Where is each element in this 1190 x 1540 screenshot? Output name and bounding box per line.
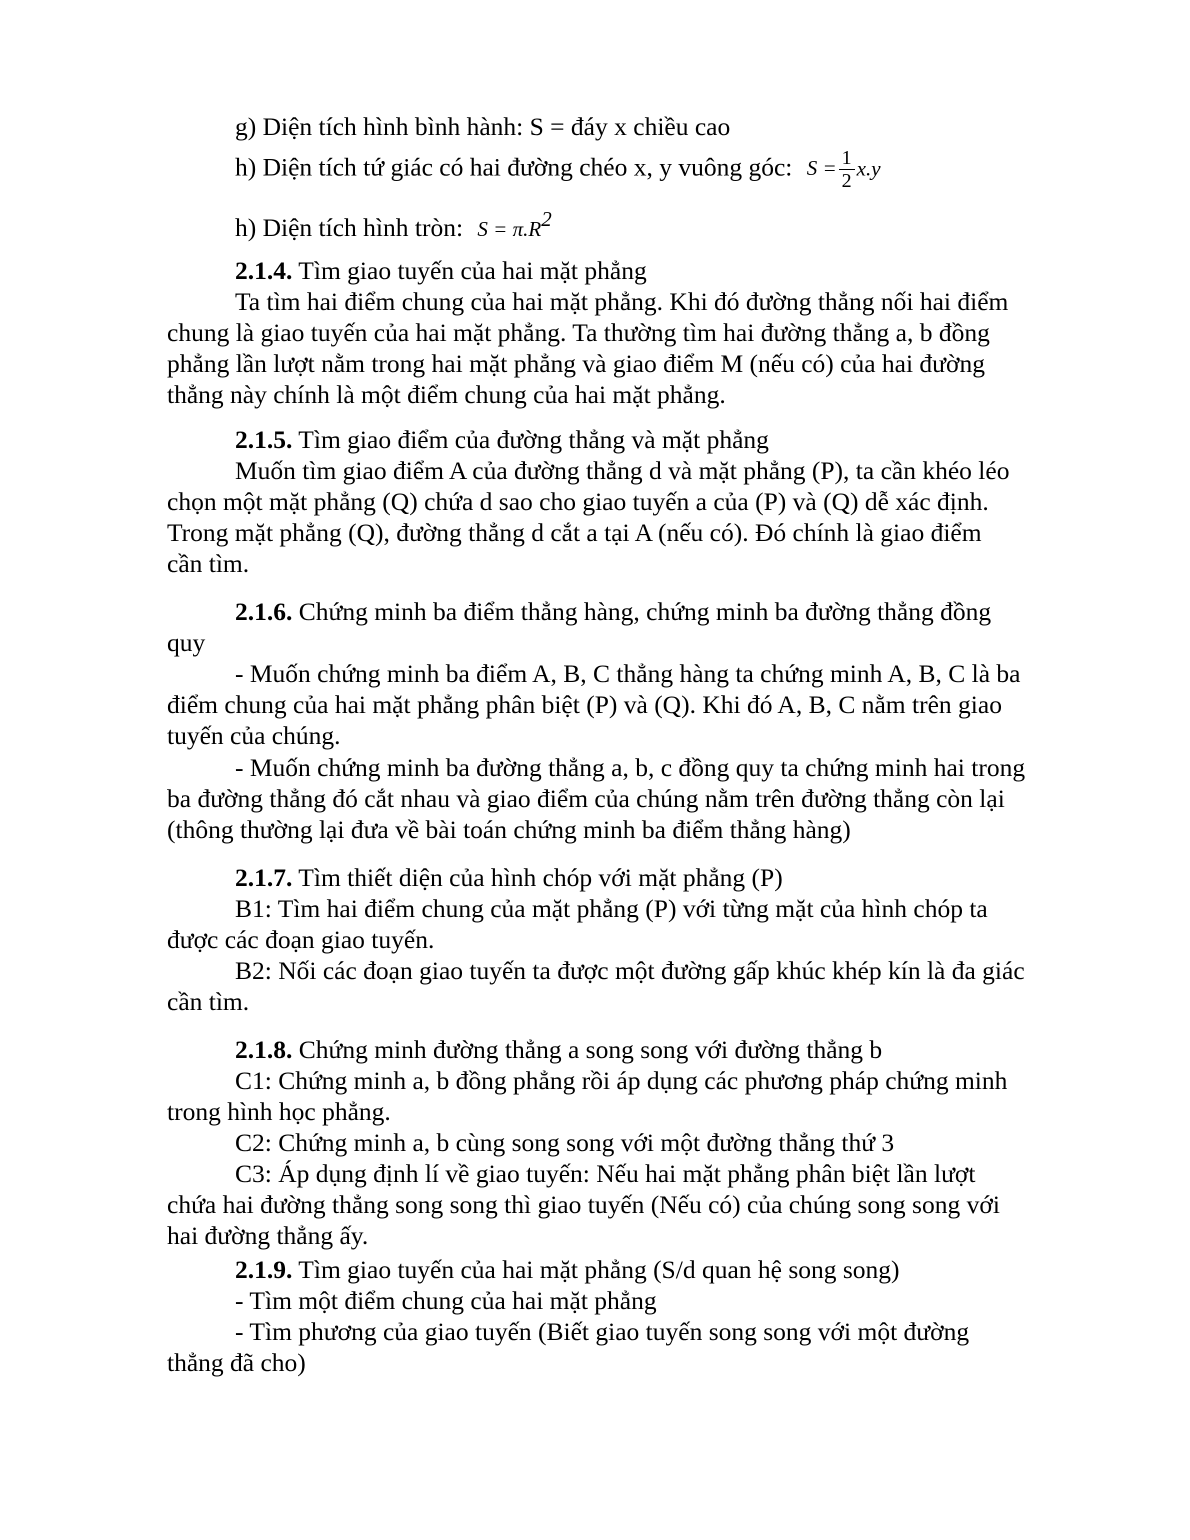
formula-exponent: 2 <box>541 207 552 231</box>
formula-expression: S = π.R <box>477 217 542 241</box>
section-heading-2-1-9 <box>235 1254 900 1285</box>
paragraph-line: trong hình học phẳng. <box>167 1097 391 1126</box>
fraction-numerator: 1 <box>839 147 855 170</box>
section-heading-2-1-6 <box>235 596 991 627</box>
paragraph-line: thẳng này chính là một điểm chung của hai mặt phẳng. <box>167 380 726 409</box>
paragraph-line: chứa hai đường thẳng song song thì giao tuyến (Nếu có) của chúng song song với <box>167 1190 1000 1219</box>
formula-text: h) Diện tích tứ giác có hai đường chéo x, y vuông góc: <box>235 152 793 182</box>
paragraph-line: (thông thường lại đưa về bài toán chứng minh ba điểm thẳng hàng) <box>167 815 851 844</box>
formula-quadrilateral-area <box>235 147 881 192</box>
paragraph-line: - Muốn chứng minh ba điểm A, B, C thẳng hàng ta chứng minh A, B, C là ba <box>235 659 1021 688</box>
section-heading-2-1-8 <box>235 1034 882 1065</box>
formula-circle-area <box>235 204 552 245</box>
fraction <box>839 147 855 192</box>
paragraph-line: C1: Chứng minh a, b đồng phẳng rồi áp dụng các phương pháp chứng minh <box>235 1066 1008 1095</box>
paragraph-line: B2: Nối các đoạn giao tuyến ta được một đường gấp khúc khép kín là đa giác <box>235 956 1025 985</box>
section-number: 2.1.6. <box>235 597 293 626</box>
paragraph-line: C2: Chứng minh a, b cùng song song với một đường thẳng thứ 3 <box>235 1128 895 1157</box>
paragraph-line: chung là giao tuyến của hai mặt phẳng. Ta thường tìm hai đường thẳng a, b đồng <box>167 318 990 347</box>
section-title-continued: quy <box>167 628 206 657</box>
formula-rhs: x.y <box>856 156 881 181</box>
formula-parallelogram-area: g) Diện tích hình bình hành: S = đáy x chiều cao <box>235 112 731 141</box>
paragraph-line: - Tìm phương của giao tuyến (Biết giao tuyến song song với một đường <box>235 1317 970 1346</box>
section-number: 2.1.7. <box>235 863 293 892</box>
paragraph-line: Trong mặt phẳng (Q), đường thẳng d cắt a tại A (nếu có). Đó chính là giao điểm <box>167 518 982 547</box>
paragraph-line: Ta tìm hai điểm chung của hai mặt phẳng. Khi đó đường thẳng nối hai điểm <box>235 287 1009 316</box>
section-title: Tìm giao tuyến của hai mặt phẳng (S/d quan hệ song song) <box>298 1255 900 1284</box>
paragraph-line: thẳng đã cho) <box>167 1348 306 1377</box>
paragraph-line: - Muốn chứng minh ba đường thẳng a, b, c đồng quy ta chứng minh hai trong <box>235 753 1026 782</box>
section-heading-2-1-5 <box>235 424 769 455</box>
formula-text: h) Diện tích hình tròn: <box>235 213 464 242</box>
paragraph-line: phẳng lần lượt nằm trong hai mặt phẳng và giao điểm M (nếu có) của hai đường <box>167 349 985 378</box>
section-number: 2.1.9. <box>235 1255 293 1284</box>
formula-lhs: S = <box>806 156 837 181</box>
fraction-denominator: 2 <box>841 170 852 192</box>
paragraph-line: điểm chung của hai mặt phẳng phân biệt (P) và (Q). Khi đó A, B, C nằm trên giao <box>167 690 1002 719</box>
section-title: Tìm giao tuyến của hai mặt phẳng <box>298 256 647 285</box>
section-title: Chứng minh đường thẳng a song song với đường thẳng b <box>298 1035 883 1064</box>
section-heading-2-1-7 <box>235 862 783 893</box>
paragraph-line: cần tìm. <box>167 549 250 578</box>
section-title: Tìm thiết diện của hình chóp với mặt phẳng (P) <box>298 863 783 892</box>
paragraph-line: B1: Tìm hai điểm chung của mặt phẳng (P) với từng mặt của hình chóp ta <box>235 894 988 923</box>
section-number: 2.1.5. <box>235 425 293 454</box>
paragraph-line: tuyến của chúng. <box>167 721 341 750</box>
paragraph-line: ba đường thẳng đó cắt nhau và giao điểm của chúng nằm trên đường thẳng còn lại <box>167 784 1005 813</box>
section-heading-2-1-4 <box>235 255 647 286</box>
section-number: 2.1.4. <box>235 256 293 285</box>
section-title: Chứng minh ba điểm thẳng hàng, chứng minh ba đường thẳng đồng <box>298 597 992 626</box>
paragraph-line: - Tìm một điểm chung của hai mặt phẳng <box>235 1286 657 1315</box>
paragraph-line: chọn một mặt phẳng (Q) chứa d sao cho giao tuyến a của (P) và (Q) dễ xác định. <box>167 487 989 516</box>
paragraph-line: được các đoạn giao tuyến. <box>167 925 435 954</box>
paragraph-line: Muốn tìm giao điểm A của đường thẳng d và mặt phẳng (P), ta cần khéo léo <box>235 456 1010 485</box>
paragraph-line: C3: Áp dụng định lí về giao tuyến: Nếu hai mặt phẳng phân biệt lần lượt <box>235 1159 976 1188</box>
paragraph-line: hai đường thẳng ấy. <box>167 1221 369 1250</box>
section-title: Tìm giao điểm của đường thẳng và mặt phẳng <box>298 425 769 454</box>
paragraph-line: cần tìm. <box>167 987 250 1016</box>
section-number: 2.1.8. <box>235 1035 293 1064</box>
